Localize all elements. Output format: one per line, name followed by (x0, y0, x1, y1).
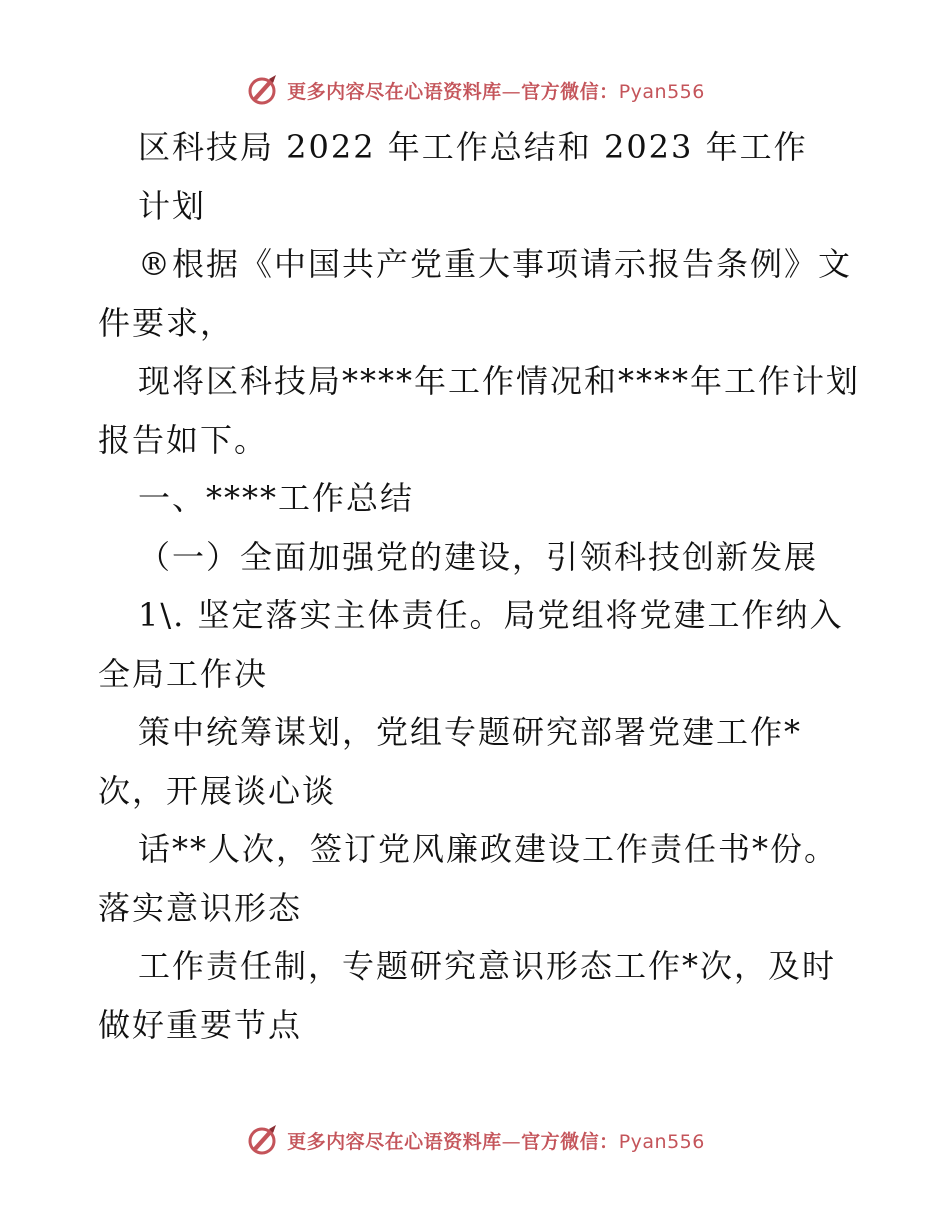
quill-pen-circle-icon (245, 72, 281, 108)
document-line: 件要求， (98, 303, 235, 342)
document-line: 一、****工作总结 (138, 479, 415, 517)
document-line: 次，开展谈心谈 (98, 771, 337, 810)
watermark-banner-bottom (0, 1120, 950, 1160)
document-line: 区科技局 2022 年工作总结和 2023 年工作 (138, 128, 808, 166)
document-line: 计划 (138, 186, 207, 225)
document-line: 落实意识形态 (98, 888, 303, 927)
document-line: 工作责任制，专题研究意识形态工作*次，及时 (138, 947, 837, 985)
watermark-text: 更多内容尽在心语资料库—官方微信：Pyan556 (287, 80, 705, 103)
watermark-banner-top (0, 70, 950, 110)
document-line: 话**人次，签订党风廉政建设工作责任书*份。 (138, 830, 839, 868)
document-line: 策中统筹谋划，党组专题研究部署党建工作* (138, 713, 803, 751)
document-line: 做好重要节点 (98, 1005, 303, 1044)
document-line: 现将区科技局****年工作情况和****年工作计划 (138, 362, 861, 400)
document-line: 全局工作决 (98, 654, 269, 693)
document-line: 报告如下。 (98, 420, 269, 459)
document-line: （一）全面加强党的建设，引领科技创新发展 (138, 537, 819, 576)
quill-pen-circle-icon (245, 1122, 281, 1158)
document-text (98, 118, 861, 1054)
watermark-text: 更多内容尽在心语资料库—官方微信：Pyan556 (287, 1130, 705, 1153)
document-body (98, 118, 861, 1054)
document-line: ®根据《中国共产党重大事项请示报告条例》文 (138, 245, 853, 283)
document-line: 1\. 坚定落实主体责任。局党组将党建工作纳入 (138, 596, 844, 634)
